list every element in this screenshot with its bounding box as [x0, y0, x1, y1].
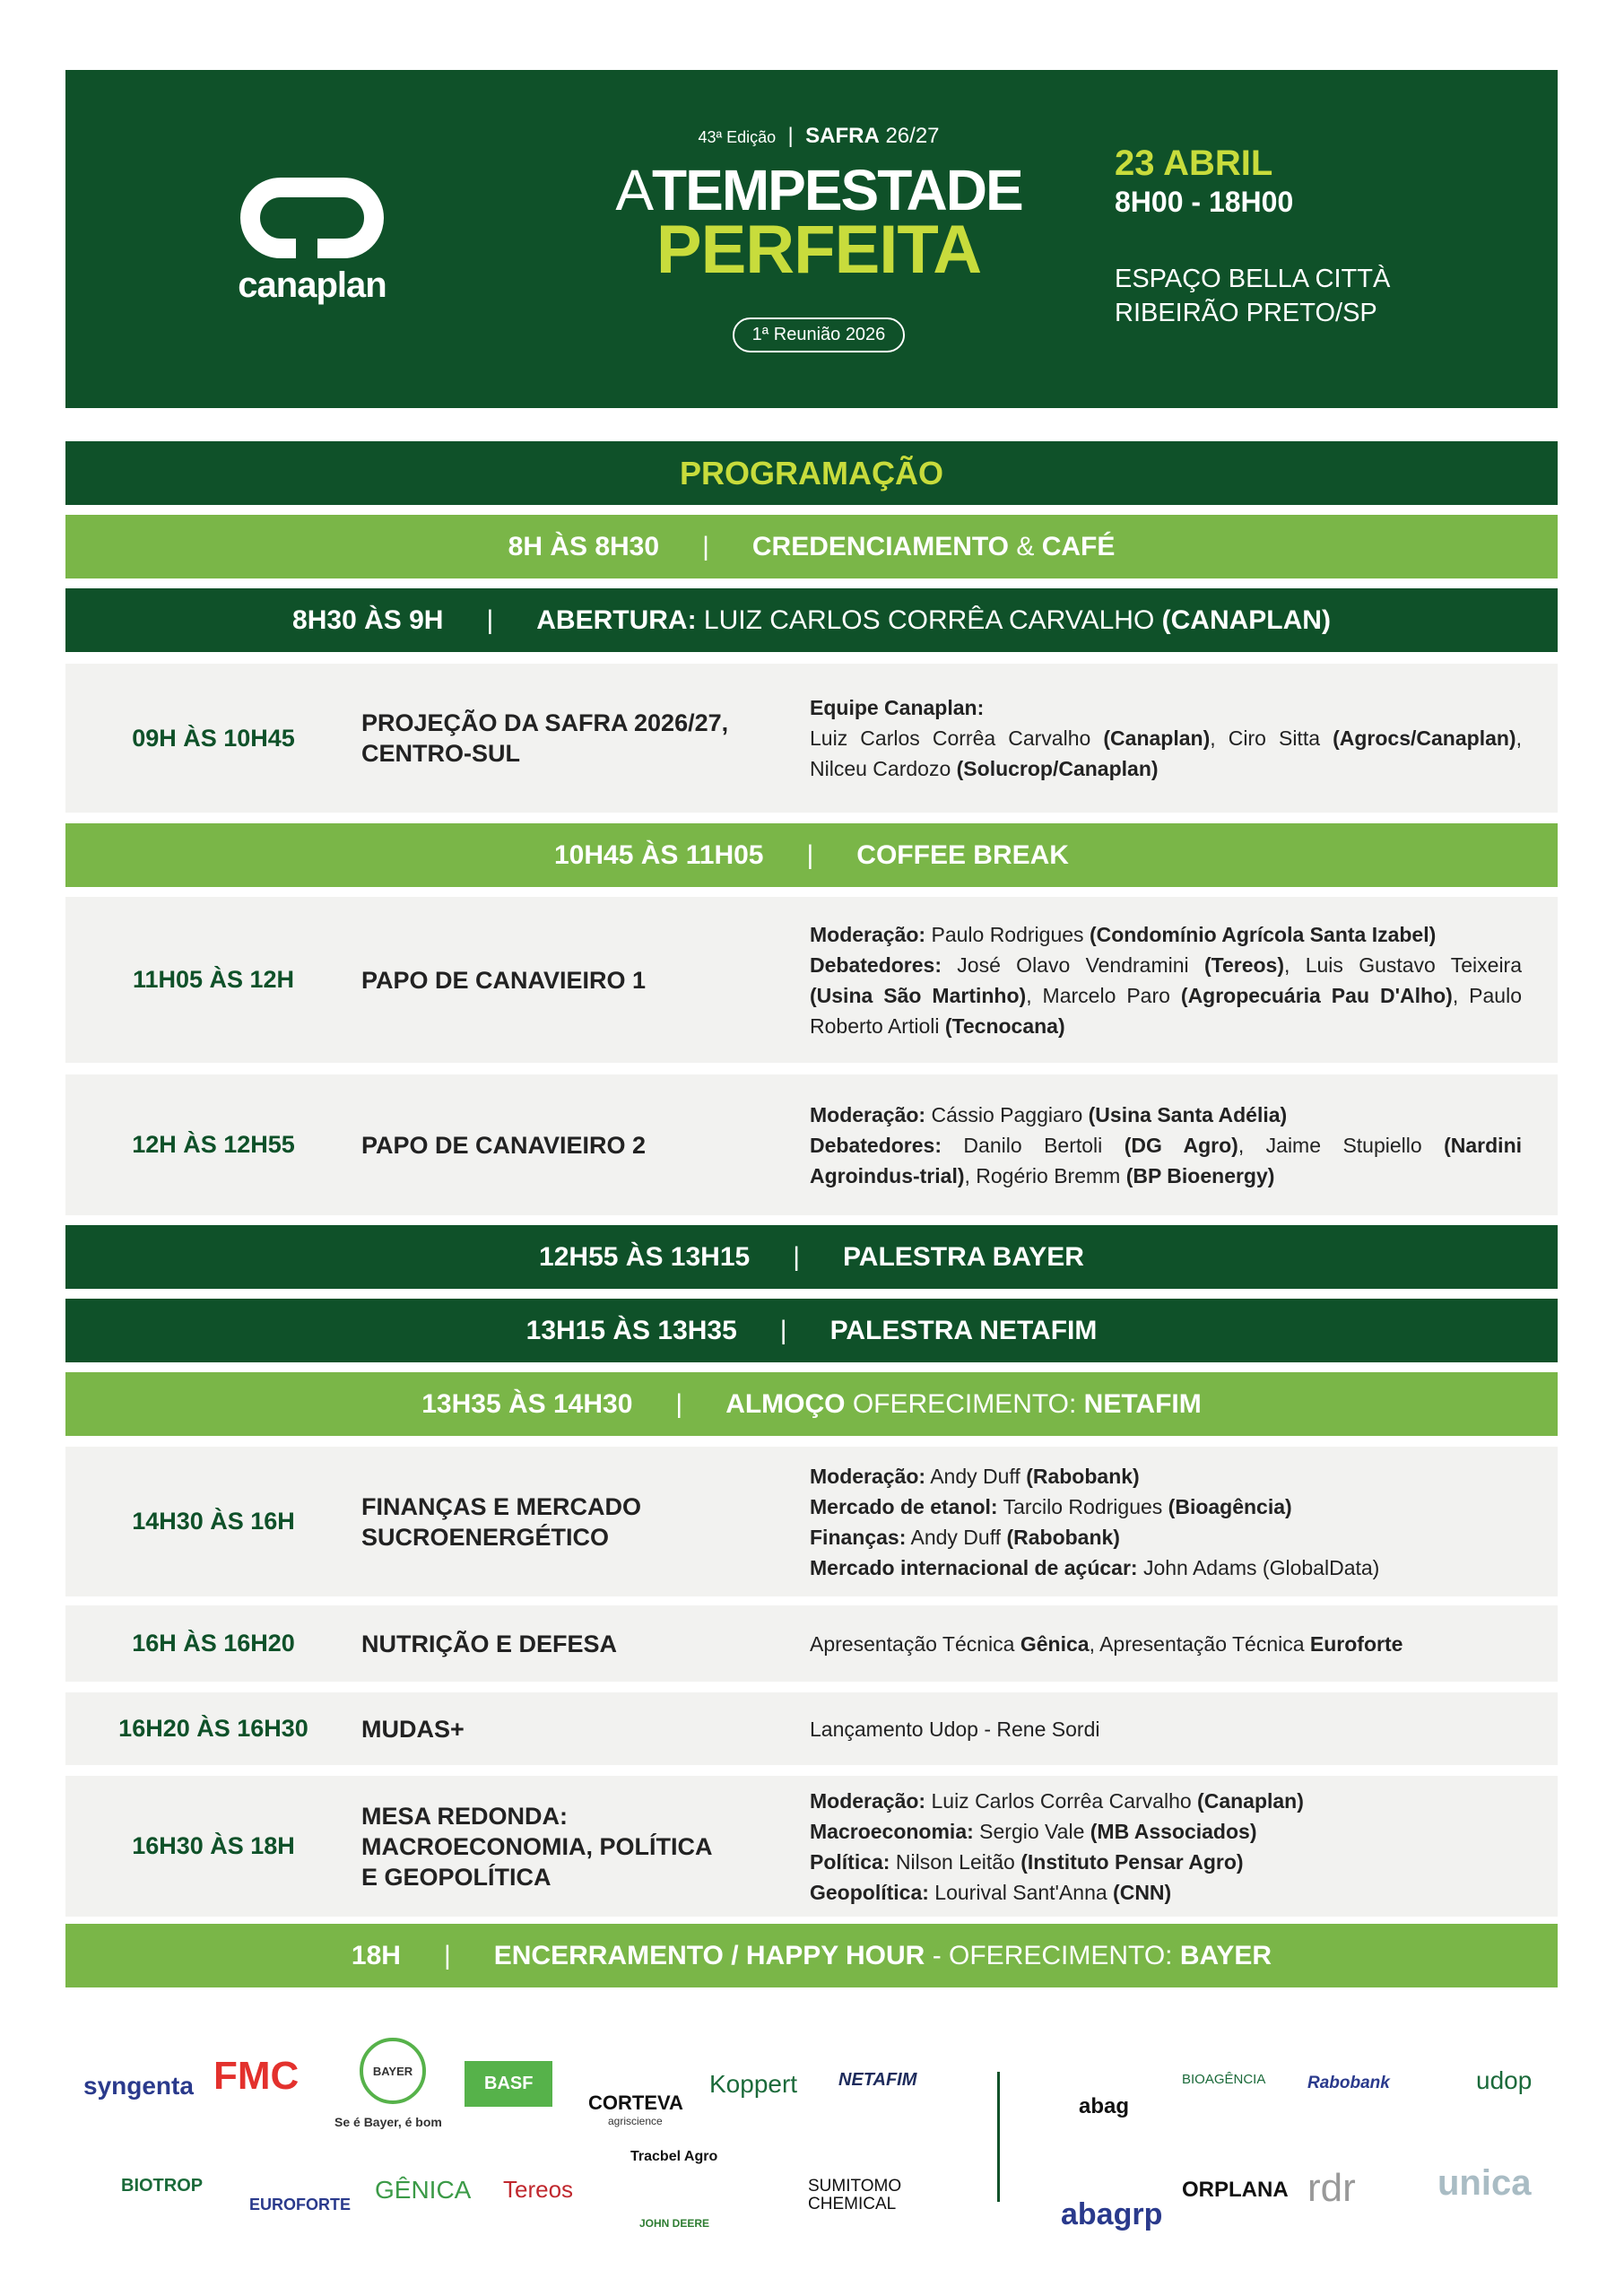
- text: , Ciro Sitta: [1210, 726, 1333, 750]
- logo-corteva: CORTEVA: [588, 2092, 683, 2114]
- bold-text: (Solucrop/Canaplan): [956, 757, 1159, 780]
- bar-time: 8H30 ÀS 9H: [292, 604, 444, 635]
- event-subtitle: PERFEITA: [656, 212, 982, 288]
- bold-text: NETAFIM: [1083, 1388, 1202, 1419]
- bold-text: Moderação:: [810, 1102, 926, 1126]
- bold-text: (Nardini Agroindus-trial): [810, 1133, 1523, 1187]
- separator: |: [443, 1940, 451, 1970]
- text: OFERECIMENTO:: [845, 1388, 1084, 1419]
- text: , Jaime Stupiello: [1238, 1133, 1445, 1157]
- session-row: [65, 1447, 1558, 1596]
- logo-unica: unica: [1437, 2163, 1532, 2203]
- bold-text: BAYER: [1179, 1940, 1272, 1970]
- bold-text: (BP Bioenergy): [1125, 1163, 1275, 1187]
- bold-text: (MB Associados): [1090, 1819, 1257, 1843]
- separator: |: [702, 531, 709, 561]
- logo-john-deere: JOHN DEERE: [639, 2217, 710, 2230]
- bayer-slogan: Se é Bayer, é bom: [334, 2115, 442, 2129]
- bold-text: (Instituto Pensar Agro): [1020, 1849, 1244, 1874]
- text: José Olavo Vendramini: [941, 952, 1204, 977]
- session-title: [361, 965, 810, 996]
- detail-line: [810, 1522, 1522, 1552]
- text: , Marcelo Paro: [1026, 983, 1181, 1007]
- title-main: TEMPESTADE: [652, 158, 1022, 222]
- edition: 43ª Edição: [698, 128, 777, 146]
- bold-text: ABERTURA:: [536, 604, 697, 635]
- bold-text: PALESTRA NETAFIM: [829, 1315, 1098, 1345]
- schedule-bar: [65, 1225, 1558, 1289]
- session-details: [810, 692, 1558, 784]
- title-line: PAPO DE CANAVIEIRO 2: [361, 1131, 647, 1159]
- text: Lourival Sant'Anna: [928, 1880, 1114, 1904]
- bold-text: ALMOÇO: [725, 1388, 846, 1419]
- safra-years: 26/27: [885, 124, 940, 148]
- bold-text: Equipe Canaplan:: [810, 696, 985, 719]
- bold-text: (Condomínio Agrícola Santa Izabel): [1089, 922, 1437, 946]
- title-line: SUCROENERGÉTICO: [361, 1523, 610, 1551]
- bold-text: (Usina Santa Adélia): [1088, 1102, 1288, 1126]
- text: Luiz Carlos Corrêa Carvalho: [810, 726, 1104, 750]
- detail-line: [810, 1552, 1522, 1583]
- session-details: [810, 1786, 1558, 1908]
- bar-time: 13H35 ÀS 14H30: [421, 1388, 633, 1419]
- bold-text: ENCERRAMENTO / HAPPY HOUR: [493, 1940, 925, 1970]
- detail-line: [810, 692, 1522, 723]
- logo-rabobank: Rabobank: [1307, 2074, 1390, 2092]
- text: &: [1009, 531, 1042, 561]
- detail-line: [810, 919, 1522, 950]
- bold-text: Moderação:: [810, 1788, 926, 1813]
- text: - OFERECIMENTO:: [925, 1940, 1180, 1970]
- bold-text: (CNN): [1113, 1880, 1172, 1904]
- text: Luiz Carlos Corrêa Carvalho: [925, 1788, 1198, 1813]
- bold-text: Mercado de etanol:: [810, 1494, 998, 1518]
- detail-line: [810, 1100, 1522, 1130]
- text: John Adams (GlobalData): [1137, 1555, 1380, 1579]
- session-details: [810, 1629, 1558, 1659]
- text: LUIZ CARLOS CORRÊA CARVALHO: [696, 604, 1162, 635]
- schedule-bar: [65, 588, 1558, 652]
- session-title: [361, 1801, 810, 1892]
- bar-label: [725, 1389, 1202, 1420]
- event-date: 23 ABRIL: [1115, 144, 1273, 183]
- session-row: [65, 664, 1558, 813]
- detail-line: [810, 950, 1522, 1041]
- text: , Apresentação Técnica: [1089, 1631, 1310, 1656]
- bold-text: Política:: [810, 1849, 890, 1874]
- detail-line: [810, 1461, 1522, 1492]
- text: Tarcilo Rodrigues: [997, 1494, 1168, 1518]
- bold-text: Geopolítica:: [810, 1880, 929, 1904]
- session-time: 16H30 ÀS 18H: [132, 1832, 295, 1859]
- bold-text: Macroeconomia:: [810, 1819, 974, 1843]
- session-title: [361, 1714, 810, 1744]
- bar-time: 13H15 ÀS 13H35: [525, 1315, 737, 1345]
- program-title: PROGRAMAÇÃO: [65, 441, 1558, 505]
- bold-text: (Agropecuária Pau D'Alho): [1180, 983, 1453, 1007]
- sponsor-logos: [65, 2027, 1558, 2242]
- title-line: MACROECONOMIA, POLÍTICA: [361, 1832, 713, 1860]
- separator: |: [779, 1315, 787, 1345]
- title-line: PROJEÇÃO DA SAFRA 2026/27,: [361, 709, 729, 736]
- bold-text: (Bioagência): [1168, 1494, 1292, 1518]
- bold-text: CAFÉ: [1041, 531, 1116, 561]
- logo-rdr: rdr: [1307, 2166, 1356, 2210]
- corteva-tag: agriscience: [608, 2115, 663, 2127]
- title-line: PAPO DE CANAVIEIRO 1: [361, 966, 647, 994]
- detail-line: [810, 723, 1522, 784]
- text: Nilson Leitão: [890, 1849, 1021, 1874]
- session-time: 12H ÀS 12H55: [132, 1131, 295, 1158]
- session-title: [361, 1492, 810, 1552]
- bar-time: 12H55 ÀS 13H15: [539, 1241, 751, 1272]
- logo-fmc: FMC: [213, 2054, 300, 2098]
- bold-text: (Canaplan): [1103, 726, 1211, 750]
- meeting-badge: 1ª Reunião 2026: [733, 317, 906, 352]
- detail-line: [810, 1492, 1522, 1522]
- bold-text: (DG Agro): [1124, 1133, 1238, 1157]
- title-line: E GEOPOLÍTICA: [361, 1863, 551, 1891]
- bold-text: (Usina São Martinho): [810, 983, 1027, 1007]
- logo-tereos: Tereos: [503, 2176, 574, 2203]
- separator: |: [806, 839, 814, 870]
- session-time: 09H ÀS 10H45: [132, 724, 295, 752]
- logo-bayer: BAYER: [360, 2038, 426, 2104]
- bold-text: Euroforte: [1309, 1631, 1403, 1656]
- schedule-bar: [65, 1924, 1558, 1987]
- session-time: 16H ÀS 16H20: [132, 1630, 295, 1657]
- title-line: CENTRO-SUL: [361, 740, 520, 767]
- logo-abag: abag: [1079, 2094, 1130, 2118]
- text: Andy Duff: [906, 1525, 1007, 1549]
- detail-line: [810, 1714, 1522, 1744]
- detail-line: [810, 1816, 1522, 1847]
- text: , Paulo Roberto Artioli: [810, 983, 1523, 1038]
- text: Andy Duff: [925, 1464, 1027, 1488]
- session-row: [65, 897, 1558, 1063]
- bold-text: PALESTRA BAYER: [843, 1241, 1084, 1272]
- bold-text: (Canaplan): [1197, 1788, 1304, 1813]
- title-line: NUTRIÇÃO E DEFESA: [361, 1630, 618, 1657]
- bar-time: 10H45 ÀS 11H05: [554, 839, 764, 870]
- logo-udop: udop: [1476, 2066, 1533, 2094]
- detail-line: [810, 1629, 1522, 1659]
- event-hours: 8H00 - 18H00: [1115, 186, 1294, 218]
- bar-label: [843, 1242, 1084, 1273]
- text: Apresentação Técnica: [810, 1631, 1020, 1656]
- bold-text: COFFEE BREAK: [856, 839, 1069, 870]
- session-title: [361, 1130, 810, 1161]
- text: , Luis Gustavo Teixeira: [1284, 952, 1522, 977]
- venue-city: RIBEIRÃO PRETO/SP: [1115, 299, 1377, 327]
- title-line: MUDAS+: [361, 1715, 465, 1743]
- session-title: [361, 708, 810, 769]
- detail-line: [810, 1130, 1522, 1191]
- text: , Nilceu Cardozo: [810, 726, 1522, 780]
- bold-text: (Agrocs/Canaplan): [1333, 726, 1516, 750]
- event-venue: [1115, 262, 1390, 330]
- bar-time: 8H ÀS 8H30: [508, 531, 660, 561]
- text: Danilo Bertoli: [941, 1133, 1125, 1157]
- bold-text: (Tecnocana): [944, 1013, 1065, 1038]
- event-title: [532, 158, 1106, 222]
- tracbel-agro: Tracbel Agro: [630, 2149, 718, 2164]
- detail-line: [810, 1786, 1522, 1816]
- title-a: A: [615, 158, 653, 222]
- logo-netafim: NETAFIM: [838, 2070, 917, 2090]
- logo-biotrop: BIOTROP: [121, 2176, 204, 2196]
- bold-text: (Rabobank): [1006, 1525, 1120, 1549]
- session-row: [65, 1605, 1558, 1682]
- bold-text: (Rabobank): [1026, 1464, 1140, 1488]
- separator: |: [793, 1241, 800, 1272]
- text: Paulo Rodrigues: [925, 922, 1090, 946]
- detail-line: [810, 1877, 1522, 1908]
- separator: |: [675, 1388, 683, 1419]
- schedule-bar: [65, 1372, 1558, 1436]
- session-row: [65, 1776, 1558, 1917]
- bold-text: CREDENCIAMENTO: [751, 531, 1009, 561]
- bold-text: (CANAPLAN): [1161, 604, 1331, 635]
- schedule-bar: [65, 823, 1558, 887]
- bold-text: Mercado internacional de açúcar:: [810, 1555, 1138, 1579]
- logo-basf: BASF: [465, 2061, 552, 2107]
- logo-koppert: Koppert: [709, 2070, 798, 2098]
- logo-sumitomo: SUMITOMO CHEMICAL: [808, 2177, 902, 2213]
- canaplan-logo: canaplan: [236, 178, 388, 306]
- bold-text: (Tereos): [1203, 952, 1284, 977]
- session-time: 14H30 ÀS 16H: [132, 1508, 295, 1535]
- title-line: FINANÇAS E MERCADO: [361, 1492, 642, 1520]
- session-row: [65, 1074, 1558, 1215]
- bar-time: 18H: [351, 1940, 401, 1970]
- session-time: 11H05 ÀS 12H: [132, 966, 295, 993]
- bar-label: [856, 840, 1069, 871]
- session-time: 16H20 ÀS 16H30: [118, 1715, 308, 1742]
- bold-text: Moderação:: [810, 1464, 926, 1488]
- bar-label: [536, 605, 1331, 636]
- detail-line: [810, 1847, 1522, 1877]
- schedule-bar: [65, 1299, 1558, 1362]
- text: Cássio Paggiaro: [925, 1102, 1089, 1126]
- session-details: [810, 1461, 1558, 1583]
- venue-name: ESPAÇO BELLA CITTÀ: [1115, 265, 1391, 293]
- text: Sergio Vale: [973, 1819, 1090, 1843]
- session-details: [810, 919, 1558, 1041]
- bold-text: Moderação:: [810, 922, 926, 946]
- logo-orplana: ORPLANA: [1182, 2178, 1289, 2202]
- text: Lançamento Udop - Rene Sordi: [810, 1717, 1100, 1741]
- bar-label: [494, 1941, 1272, 1971]
- safra-label: SAFRA: [805, 124, 880, 148]
- logo-abagrp: abagrp: [1061, 2197, 1163, 2231]
- event-header: [65, 70, 1558, 408]
- bold-text: Debatedores:: [810, 952, 942, 977]
- session-details: [810, 1100, 1558, 1191]
- bar-label: [830, 1316, 1098, 1346]
- bar-label: [752, 532, 1116, 562]
- session-row: [65, 1692, 1558, 1765]
- session-details: [810, 1714, 1558, 1744]
- title-line: MESA REDONDA:: [361, 1802, 569, 1830]
- bold-text: Debatedores:: [810, 1133, 942, 1157]
- bold-text: Gênica: [1020, 1631, 1090, 1656]
- logo-syngenta: syngenta: [83, 2072, 194, 2100]
- logo-bioagencia: BIOAGÊNCIA: [1182, 2072, 1266, 2087]
- separator: |: [486, 604, 494, 635]
- logo-euroforte: EUROFORTE: [249, 2196, 352, 2213]
- logo-divider: [997, 2072, 1000, 2202]
- logo-genica: GÊNICA: [375, 2176, 472, 2204]
- text: , Rogério Bremm: [964, 1163, 1126, 1187]
- bold-text: Finanças:: [810, 1525, 907, 1549]
- schedule-bar: [65, 515, 1558, 578]
- edition-line: 43ª Edição | SAFRA 26/27: [698, 124, 940, 148]
- session-title: [361, 1629, 810, 1659]
